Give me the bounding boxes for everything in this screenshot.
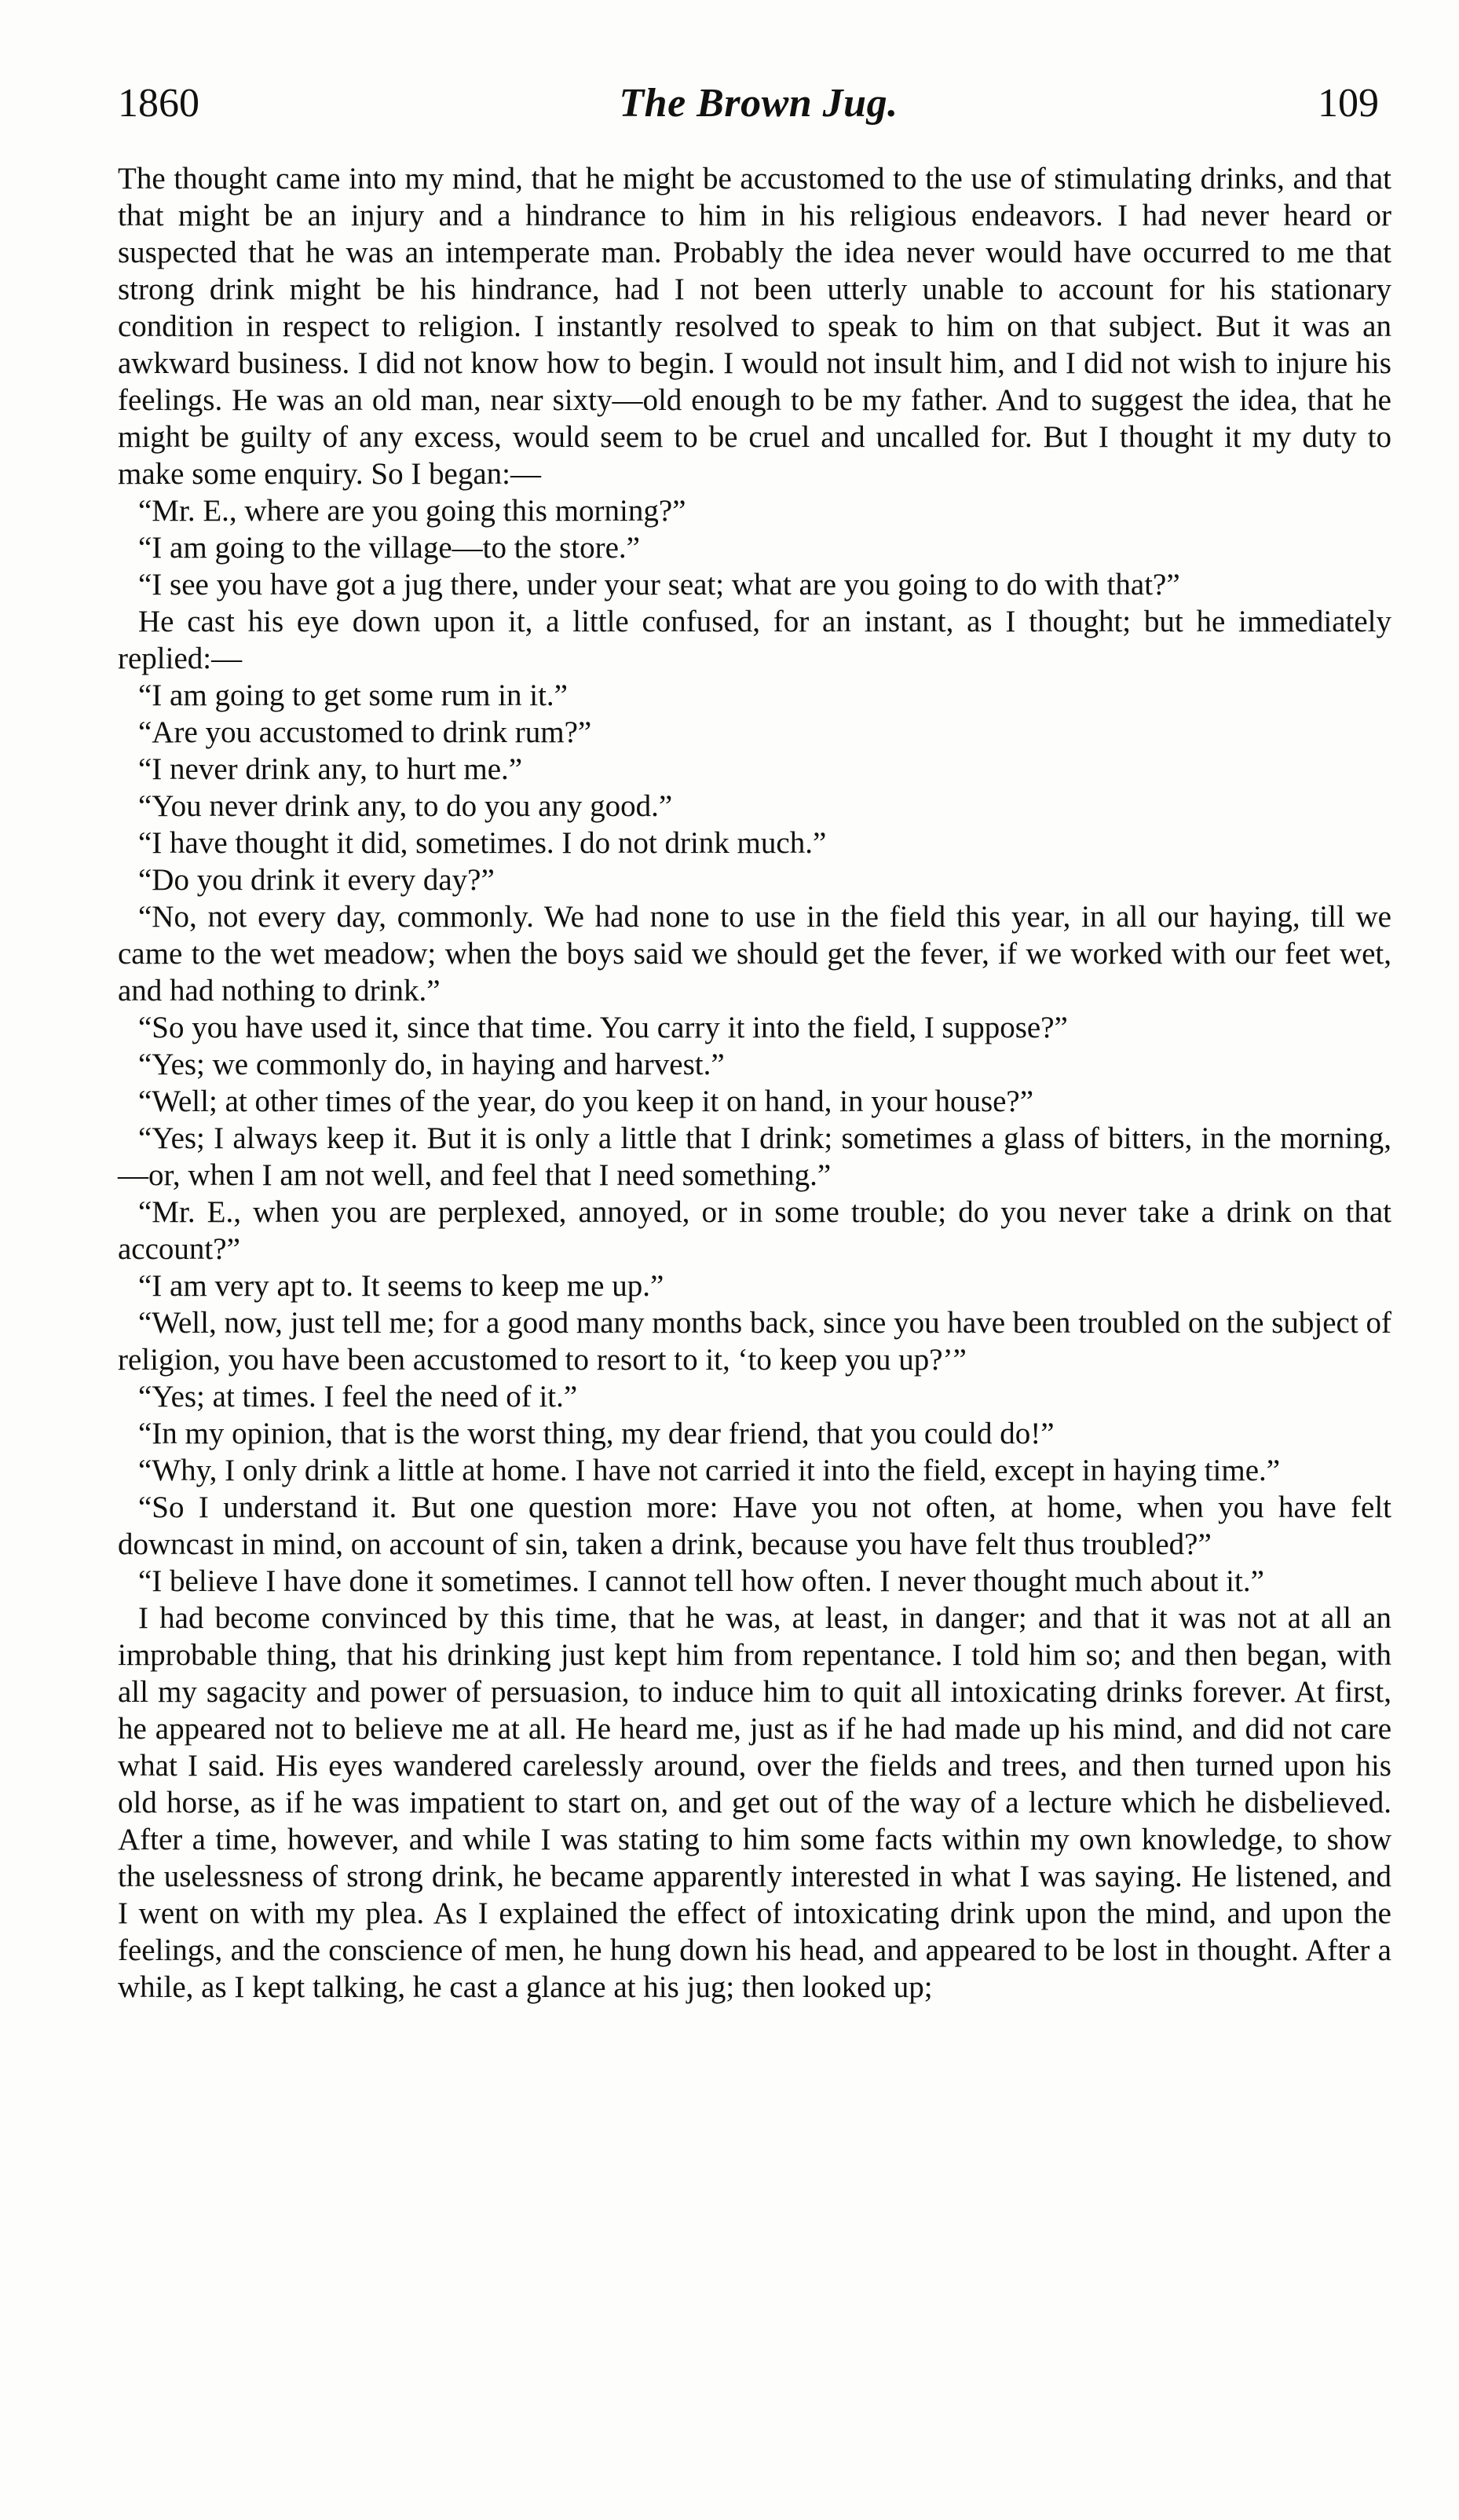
dialogue-line: “So I understand it. But one question more: Have you not often, at home, when you have felt downcast in mind, on account of sin, taken a drink, because you have felt thus troubled?” [118, 1490, 1391, 1561]
dialogue-line: “I never drink any, to hurt me.” [138, 752, 523, 786]
paragraph: I had become convinced by this time, that he was, at least, in danger; and that it was not at all an improbable thing, that his drinking just kept him from repentance. I told him so; and then began, with all my sagacity and power of persuasion, to induce him to quit all intoxicating drinks forever. At first, he appeared not to believe me at all. He heard me, just as if he had made up his mind, and did not care what I said. His eyes wandered carelessly around, over the fields and trees, and then turned upon his old horse, as if he was impatient to start on, and get out of the way of a lecture which he disbelieved. After a time, however, and while I was stating to him some facts within my own knowledge, to show the uselessness of strong drink, he became apparently interested in what I was saying. He listened, and I went on with my plea. As I explained the effect of intoxicating drink upon the mind, and upon the feelings, and the conscience of men, he hung down his head, and appeared to be lost in thought. After a while, as I kept talking, he cast a glance at his jug; then looked up; [118, 1601, 1391, 2004]
header-title: The Brown Jug. [619, 81, 898, 126]
dialogue-line: “I have thought it did, sometimes. I do not drink much.” [138, 826, 827, 860]
dialogue-line: “Do you drink it every day?” [138, 863, 495, 897]
dialogue-line: “I am very apt to. It seems to keep me up.” [138, 1269, 664, 1303]
dialogue-line: “I am going to the village—to the store.” [138, 531, 640, 565]
dialogue-line: “No, not every day, commonly. We had none to use in the field this year, in all our haying, till we came to the wet meadow; when the boys said we should get the fever, if we worked with our feet wet, and had nothing to drink.” [118, 900, 1391, 1008]
paragraph: He cast his eye down upon it, a little confused, for an instant, as I thought; but he immediately replied:— [118, 605, 1391, 675]
dialogue-line: “You never drink any, to do you any good.” [138, 789, 673, 823]
running-head [118, 79, 1391, 129]
dialogue-line: “Well, now, just tell me; for a good many months back, since you have been troubled on the subject of religion, you have been accustomed to resort to it, ‘to keep you up?’” [118, 1306, 1391, 1377]
dialogue-line: “Mr. E., when you are perplexed, annoyed, or in some trouble; do you never take a drink on that account?” [118, 1195, 1391, 1266]
dialogue-line: “Yes; we commonly do, in haying and harvest.” [138, 1048, 725, 1081]
dialogue-line: “Yes; I always keep it. But it is only a little that I drink; sometimes a glass of bitters, in the morning,—or, when I am not well, and feel that I need something.” [118, 1121, 1391, 1192]
dialogue-line: “In my opinion, that is the worst thing, my dear friend, that you could do!” [138, 1417, 1055, 1450]
dialogue-line: “Well; at other times of the year, do you keep it on hand, in your house?” [138, 1084, 1034, 1118]
body-text [118, 160, 1391, 2006]
dialogue-line: “Yes; at times. I feel the need of it.” [138, 1380, 578, 1414]
header-page-number: 109 [1318, 81, 1379, 126]
dialogue-line: “Why, I only drink a little at home. I have not carried it into the field, except in haying time.” [138, 1454, 1281, 1487]
dialogue-line: “Are you accustomed to drink rum?” [138, 715, 592, 749]
dialogue-line: “Mr. E., where are you going this morning?” [138, 494, 686, 528]
dialogue-line: “I see you have got a jug there, under your seat; what are you going to do with that?” [138, 568, 1180, 602]
paragraph: The thought came into my mind, that he might be accustomed to the use of stimulating drinks, and that that might be an injury and a hindrance to him in his religious endeavors. I had never heard or suspected that he was an intemperate man. Probably the idea never would have occurred to me that strong drink might be his hindrance, had I not been utterly unable to account for his stationary condition in respect to religion. I instantly resolved to speak to him on that subject. But it was an awkward business. I did not know how to begin. I would not insult him, and I did not wish to injure his feelings. He was an old man, near sixty—old enough to be my father. And to suggest the idea, that he might be guilty of any excess, would seem to be cruel and uncalled for. But I thought it my duty to make some enquiry. So I began:— [118, 162, 1391, 491]
dialogue-line: “I am going to get some rum in it.” [138, 678, 568, 712]
dialogue-line: “So you have used it, since that time. You carry it into the field, I suppose?” [138, 1011, 1068, 1044]
dialogue-line: “I believe I have done it sometimes. I cannot tell how often. I never thought much about it.” [138, 1564, 1264, 1598]
header-year: 1860 [118, 81, 199, 126]
